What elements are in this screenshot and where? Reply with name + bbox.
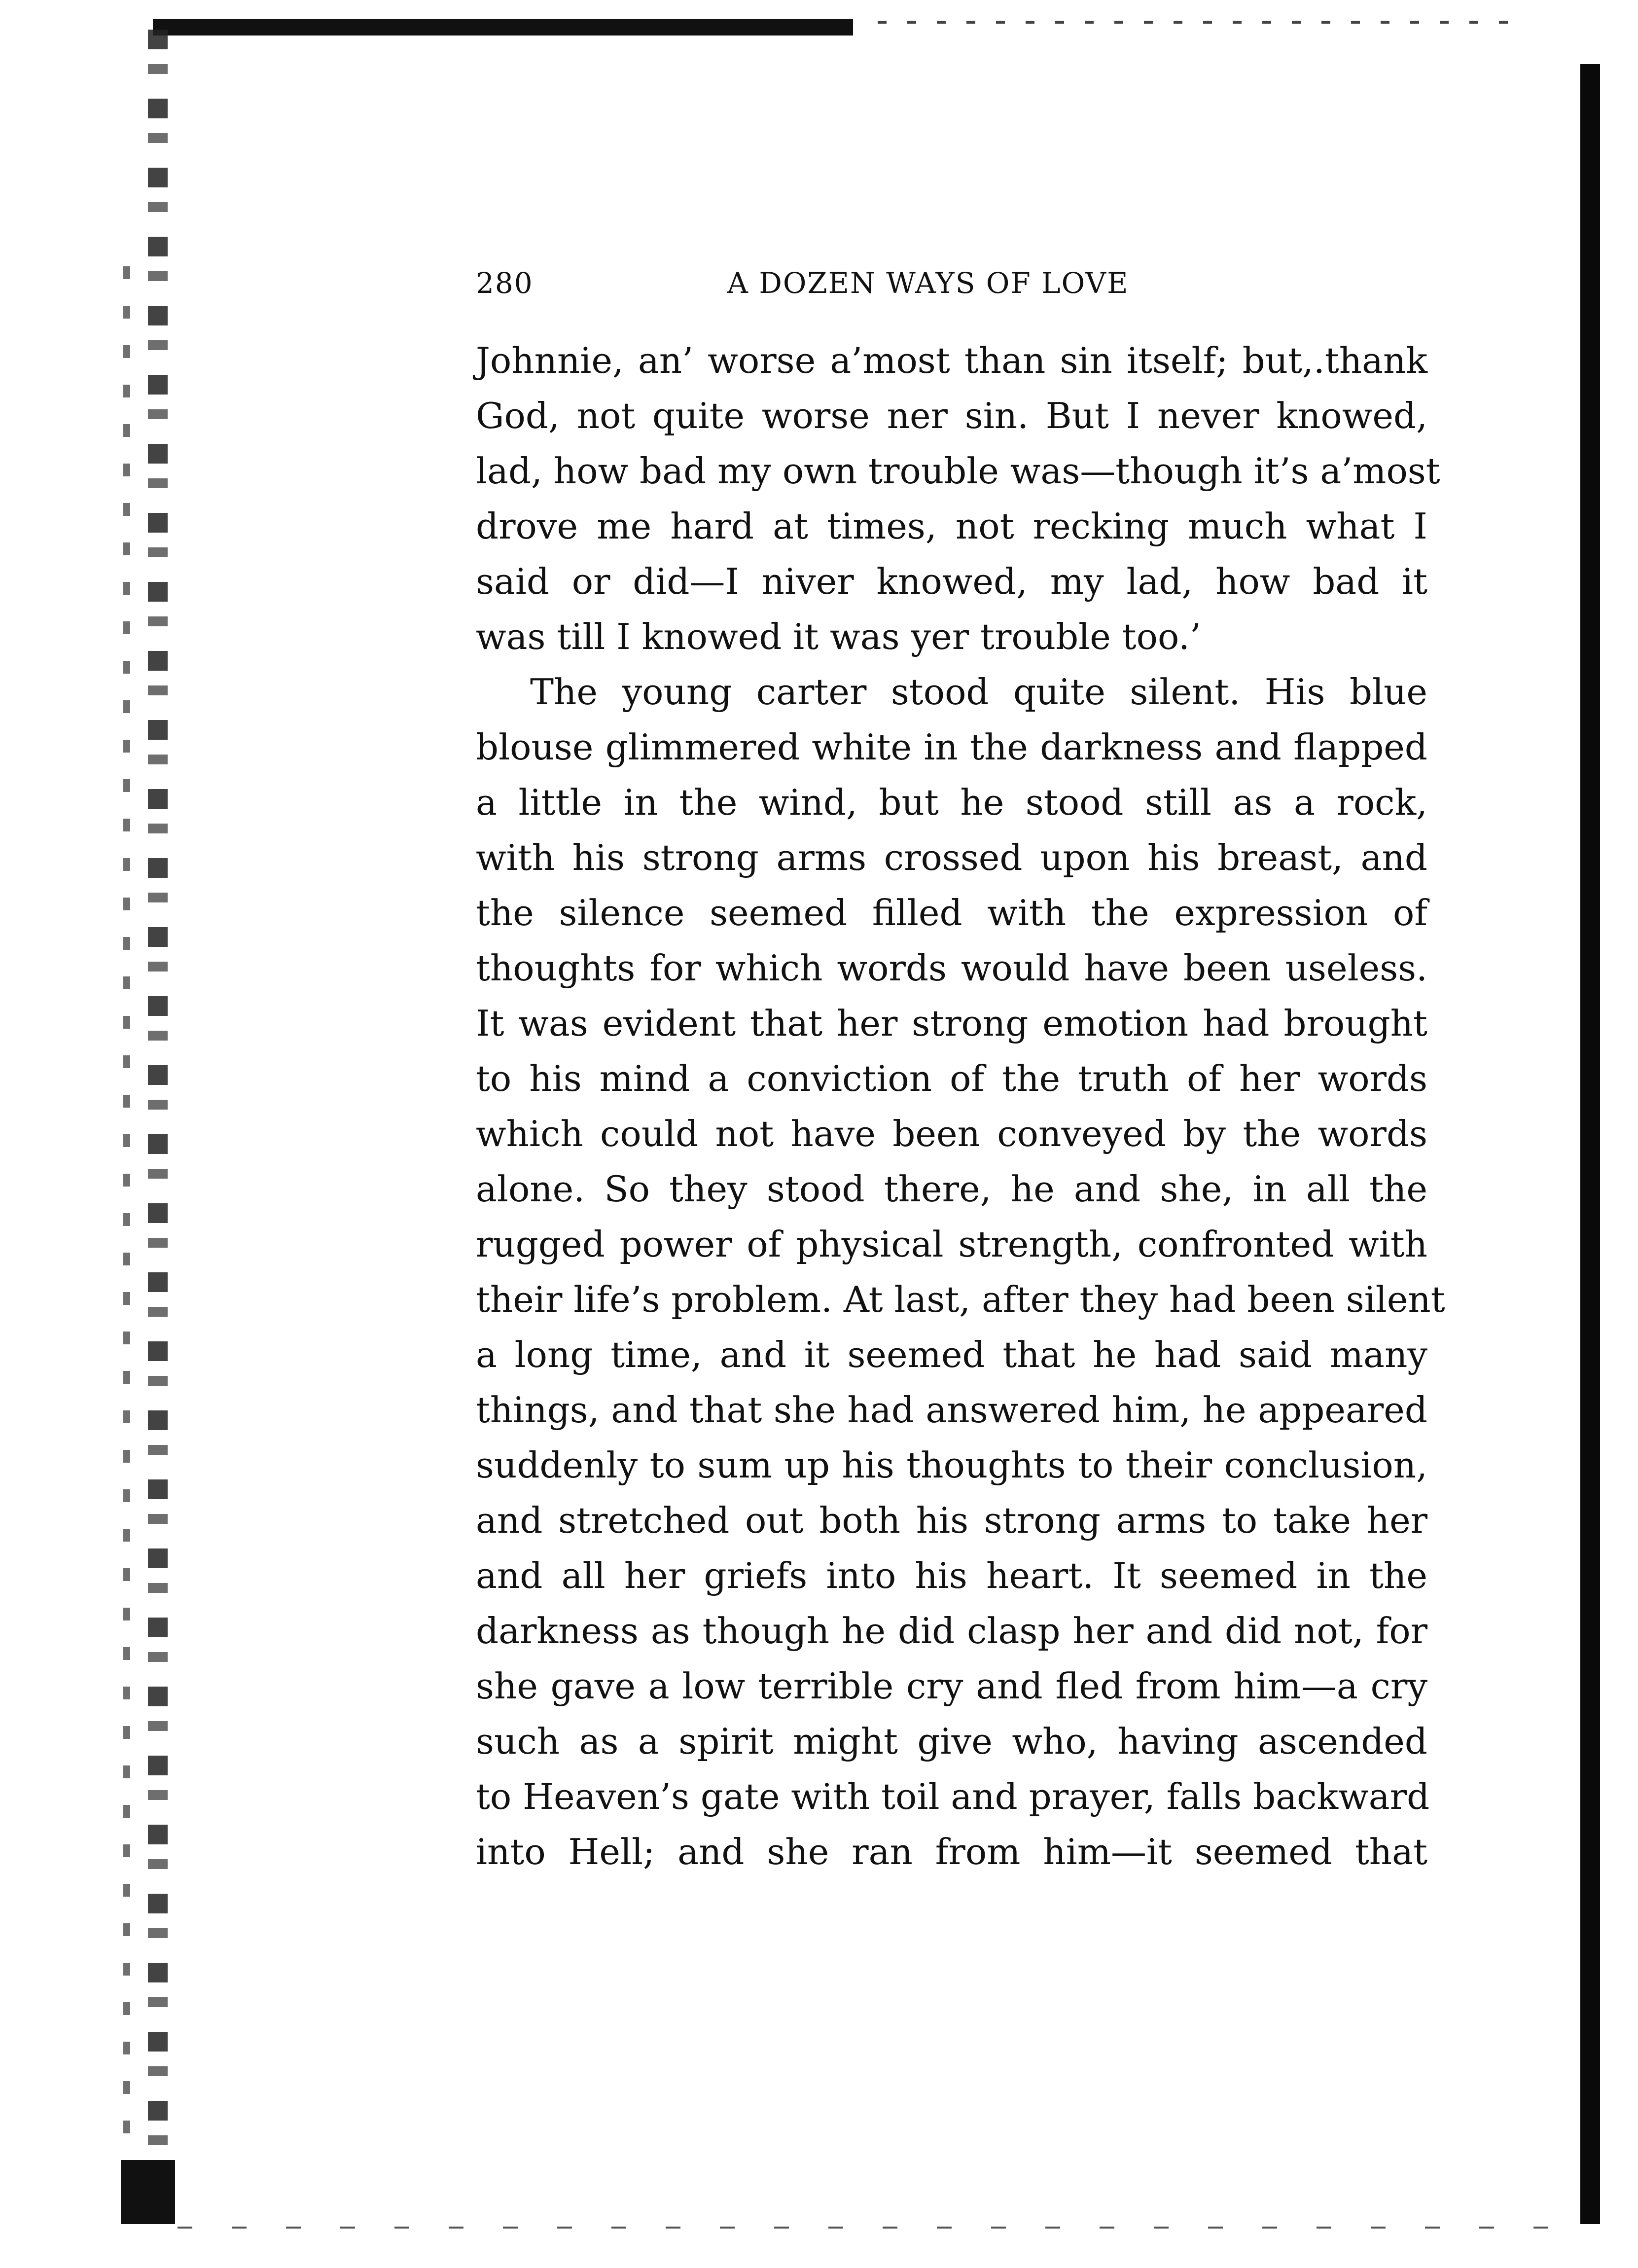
text-line: alone. So they stood there, he and she, in all the [476,1168,1427,1210]
text-line: was till I knowed it was yer trouble too.’ [476,616,1201,657]
body-text [476,333,1445,1879]
text-line: and stretched out both his strong arms to take her [476,1500,1427,1541]
page-number: 280 [476,266,534,300]
text-line: darkness as though he did clasp her and did not, for [476,1610,1427,1652]
text-line: rugged power of physical strength, confronted with [476,1224,1427,1265]
running-head [476,266,1176,301]
text-line: suddenly to sum up his thoughts to their conclusion, [476,1444,1427,1486]
text-line: such as a spirit might give who, having ascended [476,1721,1427,1762]
running-title: A DOZEN WAYS OF LOVE [727,266,1129,300]
text-line: The young carter stood quite silent. His blue [530,671,1427,713]
scan-left-edge [148,30,168,2239]
text-line: and all her griefs into his heart. It seemed in the [476,1555,1427,1596]
text-line: God, not quite worse ner sin. But I never knowed, [476,395,1427,436]
text-line: to Heaven’s gate with toil and prayer, falls backward [476,1776,1430,1817]
scan-bottom-rule [178,2227,1568,2229]
text-line: a long time, and it seemed that he had said many [476,1334,1427,1375]
text-line: into Hell; and she ran from him—it seemed that [476,1831,1427,1872]
scan-left-edge-streak [123,266,130,2190]
text-line: It was evident that her strong emotion had brought [476,1003,1427,1044]
scan-top-rule [153,19,853,36]
text-line: things, and that she had answered him, he appeared [476,1389,1427,1431]
text-line: drove me hard at times, not recking much what I [476,505,1427,547]
scan-left-block [121,2160,175,2224]
text-line: the silence seemed filled with the expression of [476,892,1427,934]
text-line: said or did—I niver knowed, my lad, how bad it [476,561,1427,602]
text-line: blouse glimmered white in the darkness and flapped [476,726,1427,768]
scan-right-bar [1580,64,1600,2224]
text-line: thoughts for which words would have been useless. [476,947,1427,989]
text-line: Johnnie, an’ worse a’most than sin itself; but,.thank [476,340,1427,381]
text-line: a little in the wind, but he stood still as a rock, [476,782,1427,823]
text-line: their life’s problem. At last, after they had been silent [476,1279,1445,1320]
scan-top-rule-tail [878,21,1519,24]
text-line: lad, how bad my own trouble was—though it’s a’most [476,450,1440,492]
text-line: which could not have been conveyed by the words [476,1113,1427,1154]
text-line: to his mind a conviction of the truth of her words [476,1058,1427,1099]
text-line: she gave a low terrible cry and fled from him—a cry [476,1665,1427,1707]
text-line: with his strong arms crossed upon his breast, and [476,837,1427,878]
